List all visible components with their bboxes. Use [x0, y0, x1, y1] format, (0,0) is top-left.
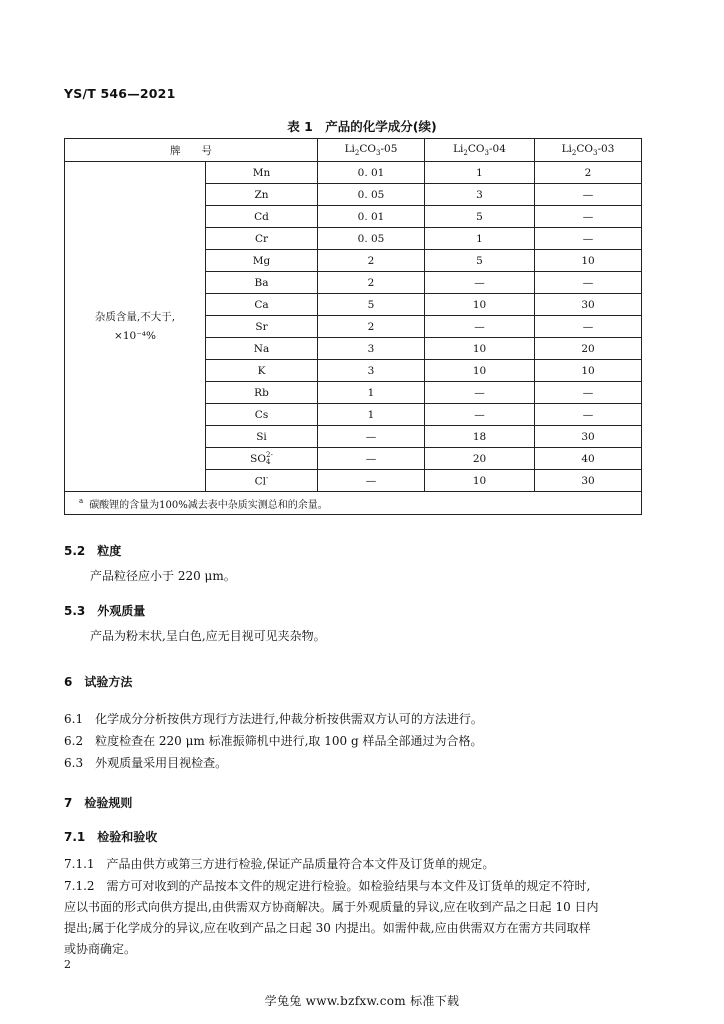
value-cell: 2 [318, 316, 425, 338]
footer-watermark: 学兔兔 www.bzfxw.com 标准下载 [264, 994, 460, 1008]
value-cell: 10 [425, 360, 535, 382]
grade-header-03: $Li_2CO_3-03$ [535, 139, 642, 162]
footnote-mark: a [79, 497, 84, 506]
value-cell: 18 [425, 426, 535, 448]
value-cell: 5 [318, 294, 425, 316]
element-cell: SO 2- 4 [206, 448, 318, 470]
element-cell: Mn [206, 162, 318, 184]
element-cell: Zn [206, 184, 318, 206]
value-cell: — [318, 426, 425, 448]
element-cell: Ca [206, 294, 318, 316]
value-cell: 3 [318, 338, 425, 360]
value-cell: 2 [318, 272, 425, 294]
value-cell: 10 [535, 250, 642, 272]
section-6-title: 6 试验方法 [64, 675, 133, 689]
element-cell: Na [206, 338, 318, 360]
value-cell: 10 [535, 360, 642, 382]
value-cell: — [318, 448, 425, 470]
element-cell: Cr [206, 228, 318, 250]
value-cell: 20 [425, 448, 535, 470]
section-5-2-title: 5.2 粒度 [64, 544, 122, 558]
value-cell: — [535, 184, 642, 206]
value-cell: 2 [318, 250, 425, 272]
value-cell: 1 [318, 404, 425, 426]
value-cell: — [318, 470, 425, 492]
value-cell: 2 [535, 162, 642, 184]
section-5-2-body: 产品粒径应小于 220 μm。 [90, 569, 236, 583]
value-cell: 3 [318, 360, 425, 382]
value-cell: 1 [425, 228, 535, 250]
table-note-row [65, 492, 642, 515]
section-5-3-title: 5.3 外观质量 [64, 604, 146, 618]
table-row [65, 162, 642, 184]
section-7-1-2-line3: 提出;属于化学成分的异议,应在收到产品之日起 30 内提出。如需仲裁,应由供需双方在需方共同取样 [64, 921, 591, 935]
brand-header: 牌 号 [65, 139, 318, 162]
section-7-title: 7 检验规则 [64, 796, 133, 810]
grade-header-04: $Li_2CO_3-04$ [425, 139, 535, 162]
value-cell: — [535, 316, 642, 338]
chemical-composition-table [64, 138, 642, 515]
grade-header-05: $Li_2CO_3-05$ [318, 139, 425, 162]
section-6-2: 6.2 粒度检查在 220 μm 标准振筛机中进行,取 100 g 样品全部通过为合格。 [64, 734, 483, 748]
value-cell: 3 [425, 184, 535, 206]
element-cell: Mg [206, 250, 318, 272]
value-cell: — [425, 382, 535, 404]
value-cell: 10 [425, 294, 535, 316]
element-cell: Rb [206, 382, 318, 404]
value-cell: — [535, 382, 642, 404]
value-cell: — [425, 272, 535, 294]
value-cell: 0. 05 [318, 184, 425, 206]
section-7-1-2-line1: 7.1.2 需方可对收到的产品按本文件的规定进行检验。如检验结果与本文件及订货单的规定不符时, [64, 879, 591, 893]
table-header-row [65, 139, 642, 162]
value-cell: 20 [535, 338, 642, 360]
table-caption: 表 1 产品的化学成分(续) [287, 119, 437, 134]
value-cell: 10 [425, 470, 535, 492]
section-7-1-title: 7.1 检验和验收 [64, 830, 158, 844]
section-6-1: 6.1 化学成分分析按供方现行方法进行,仲裁分析按供需双方认可的方法进行。 [64, 712, 483, 726]
value-cell: 10 [425, 338, 535, 360]
value-cell: 30 [535, 470, 642, 492]
value-cell: 30 [535, 426, 642, 448]
footnote-text: 碳酸锂的含量为100%减去表中杂质实测总和的余量。 [89, 499, 328, 511]
value-cell: 1 [318, 382, 425, 404]
element-cell: Cs [206, 404, 318, 426]
section-6-3: 6.3 外观质量采用目视检查。 [64, 756, 228, 770]
section-7-1-2-line4: 或协商确定。 [64, 942, 137, 956]
page-number: 2 [64, 958, 71, 971]
value-cell: 0. 05 [318, 228, 425, 250]
value-cell: 5 [425, 206, 535, 228]
value-cell: 0. 01 [318, 206, 425, 228]
element-cell: Sr [206, 316, 318, 338]
section-7-1-2-line2: 应以书面的形式向供方提出,由供需双方协商解决。属于外观质量的异议,应在收到产品之日起 10 日内 [64, 900, 599, 914]
value-cell: — [535, 404, 642, 426]
element-cell: Cd [206, 206, 318, 228]
value-cell: — [535, 272, 642, 294]
section-5-3-body: 产品为粉末状,呈白色,应无目视可见夹杂物。 [90, 629, 326, 643]
element-cell: Cl- [206, 470, 318, 492]
element-cell: K [206, 360, 318, 382]
value-cell: 1 [425, 162, 535, 184]
section-7-1-1: 7.1.1 产品由供方或第三方进行检验,保证产品质量符合本文件及订货单的规定。 [64, 857, 495, 871]
value-cell: — [535, 228, 642, 250]
value-cell: 40 [535, 448, 642, 470]
value-cell: 0. 01 [318, 162, 425, 184]
value-cell: 30 [535, 294, 642, 316]
impurity-group-label: 杂质含量,不大于, ×10⁻⁴% [65, 162, 206, 492]
table-footnote [65, 492, 642, 515]
value-cell: — [425, 316, 535, 338]
element-cell: Ba [206, 272, 318, 294]
element-cell: Si [206, 426, 318, 448]
value-cell: — [535, 206, 642, 228]
value-cell: 5 [425, 250, 535, 272]
document-code: YS/T 546—2021 [64, 86, 176, 101]
value-cell: — [425, 404, 535, 426]
